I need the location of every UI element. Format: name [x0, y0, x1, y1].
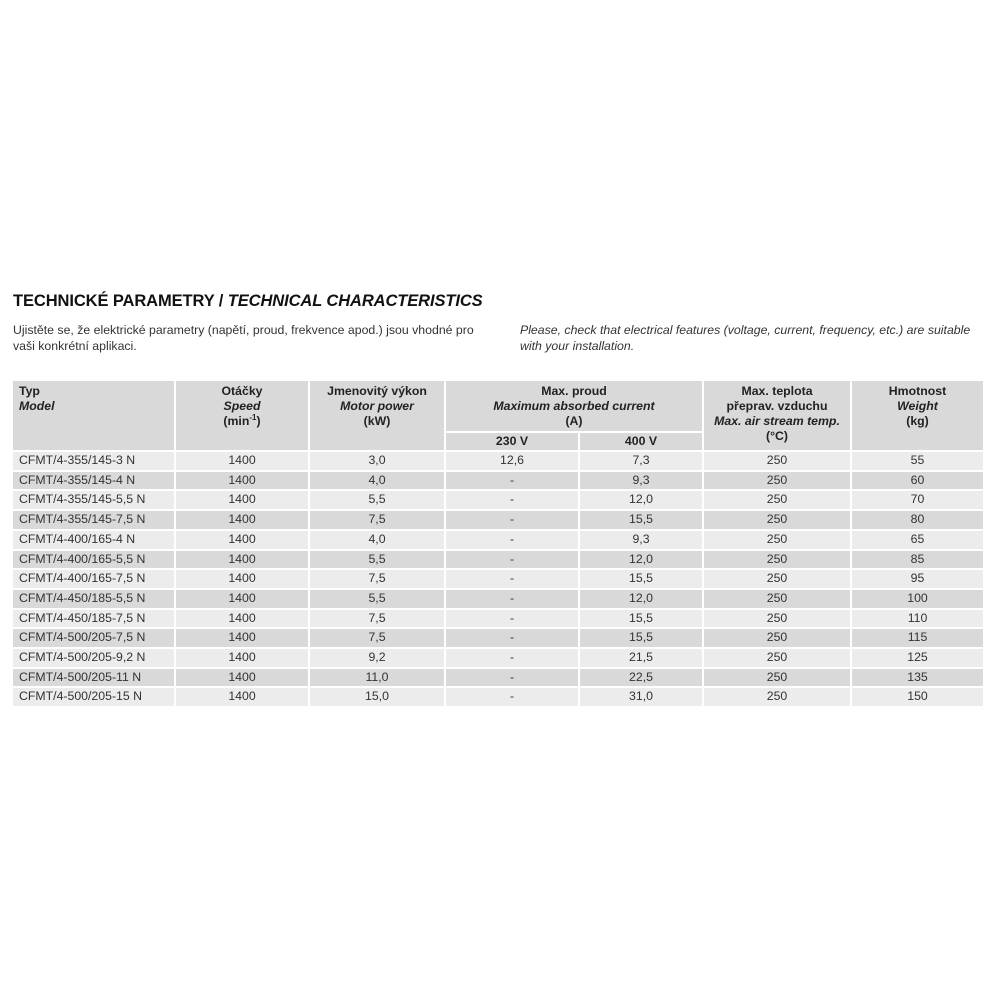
cell-current-230v: -	[446, 629, 578, 647]
cell-weight: 125	[852, 649, 983, 667]
header-weight-en: Weight	[897, 399, 938, 413]
cell-current-230v: -	[446, 669, 578, 687]
header-power-unit: (kW)	[363, 414, 391, 428]
cell-current-400v: 15,5	[580, 610, 702, 628]
cell-current-230v: 12,6	[446, 452, 578, 470]
header-speed-cz: Otáčky	[221, 384, 263, 398]
cell-current-400v: 22,5	[580, 669, 702, 687]
cell-model: CFMT/4-400/165-7,5 N	[13, 570, 174, 588]
cell-current-400v: 15,5	[580, 511, 702, 529]
cell-speed: 1400	[176, 570, 308, 588]
technical-characteristics-table	[11, 379, 985, 708]
cell-current-230v: -	[446, 511, 578, 529]
cell-speed: 1400	[176, 649, 308, 667]
cell-weight: 100	[852, 590, 983, 608]
cell-weight: 65	[852, 531, 983, 549]
table-row	[13, 511, 983, 529]
cell-power: 3,0	[310, 452, 444, 470]
cell-weight: 60	[852, 472, 983, 490]
cell-power: 7,5	[310, 610, 444, 628]
cell-speed: 1400	[176, 669, 308, 687]
cell-temp: 250	[704, 688, 850, 706]
cell-current-400v: 12,0	[580, 551, 702, 569]
table-row	[13, 629, 983, 647]
header-230v: 230 V	[446, 433, 578, 450]
cell-power: 5,5	[310, 551, 444, 569]
header-400v: 400 V	[580, 433, 702, 450]
cell-weight: 85	[852, 551, 983, 569]
unit-sup: -1	[249, 412, 257, 422]
header-power	[310, 381, 444, 450]
cell-current-230v: -	[446, 590, 578, 608]
title-english: TECHNICAL CHARACTERISTICS	[227, 292, 483, 310]
cell-current-230v: -	[446, 551, 578, 569]
table-row	[13, 491, 983, 509]
cell-speed: 1400	[176, 551, 308, 569]
cell-temp: 250	[704, 491, 850, 509]
cell-model: CFMT/4-400/165-5,5 N	[13, 551, 174, 569]
cell-power: 9,2	[310, 649, 444, 667]
cell-speed: 1400	[176, 531, 308, 549]
cell-model: CFMT/4-500/205-7,5 N	[13, 629, 174, 647]
unit-post: )	[256, 414, 261, 428]
cell-model: CFMT/4-500/205-15 N	[13, 688, 174, 706]
cell-model: CFMT/4-500/205-11 N	[13, 669, 174, 687]
cell-speed: 1400	[176, 511, 308, 529]
cell-temp: 250	[704, 590, 850, 608]
cell-current-230v: -	[446, 491, 578, 509]
cell-speed: 1400	[176, 688, 308, 706]
cell-current-400v: 15,5	[580, 629, 702, 647]
cell-speed: 1400	[176, 629, 308, 647]
cell-current-400v: 12,0	[580, 590, 702, 608]
header-temp-cz2: přeprav. vzduchu	[726, 399, 828, 413]
header-current-en: Maximum absorbed current	[493, 399, 655, 413]
cell-current-400v: 12,0	[580, 491, 702, 509]
cell-current-400v: 21,5	[580, 649, 702, 667]
cell-temp: 250	[704, 531, 850, 549]
cell-temp: 250	[704, 570, 850, 588]
cell-power: 11,0	[310, 669, 444, 687]
cell-speed: 1400	[176, 590, 308, 608]
cell-speed: 1400	[176, 491, 308, 509]
cell-power: 5,5	[310, 590, 444, 608]
cell-current-230v: -	[446, 649, 578, 667]
cell-weight: 110	[852, 610, 983, 628]
cell-power: 7,5	[310, 570, 444, 588]
table-row	[13, 452, 983, 470]
cell-temp: 250	[704, 610, 850, 628]
header-power-cz: Jmenovitý výkon	[327, 384, 427, 398]
header-current	[446, 381, 702, 431]
cell-current-230v: -	[446, 610, 578, 628]
cell-temp: 250	[704, 551, 850, 569]
table-row	[13, 669, 983, 687]
intro-english: Please, check that electrical features (voltage, current, frequency, etc.) are suitable with your installation.	[520, 323, 971, 353]
cell-current-230v: -	[446, 531, 578, 549]
table-body	[13, 452, 983, 706]
cell-model: CFMT/4-400/165-4 N	[13, 531, 174, 549]
cell-current-400v: 7,3	[580, 452, 702, 470]
header-speed	[176, 381, 308, 450]
cell-current-400v: 9,3	[580, 531, 702, 549]
cell-speed: 1400	[176, 472, 308, 490]
unit-pre: (min	[223, 414, 250, 428]
cell-temp: 250	[704, 649, 850, 667]
header-power-en: Motor power	[340, 399, 414, 413]
cell-weight: 150	[852, 688, 983, 706]
header-temp	[704, 381, 850, 450]
table-row	[13, 531, 983, 549]
table-row	[13, 551, 983, 569]
header-model-en: Model	[19, 399, 55, 413]
cell-model: CFMT/4-355/145-5,5 N	[13, 491, 174, 509]
cell-current-230v: -	[446, 472, 578, 490]
cell-current-230v: -	[446, 570, 578, 588]
table-row	[13, 570, 983, 588]
header-speed-en: Speed	[223, 399, 261, 413]
cell-current-400v: 9,3	[580, 472, 702, 490]
cell-temp: 250	[704, 669, 850, 687]
cell-model: CFMT/4-450/185-5,5 N	[13, 590, 174, 608]
cell-current-400v: 31,0	[580, 688, 702, 706]
header-model-cz: Typ	[19, 384, 40, 398]
cell-temp: 250	[704, 472, 850, 490]
page-title	[13, 292, 483, 311]
cell-weight: 70	[852, 491, 983, 509]
cell-power: 7,5	[310, 511, 444, 529]
cell-speed: 1400	[176, 610, 308, 628]
cell-power: 4,0	[310, 531, 444, 549]
cell-power: 7,5	[310, 629, 444, 647]
header-current-cz: Max. proud	[541, 384, 607, 398]
table-row	[13, 688, 983, 706]
cell-weight: 115	[852, 629, 983, 647]
header-speed-unit	[180, 414, 304, 429]
cell-weight: 55	[852, 452, 983, 470]
cell-model: CFMT/4-500/205-9,2 N	[13, 649, 174, 667]
header-temp-unit: (°C)	[766, 429, 788, 443]
cell-weight: 95	[852, 570, 983, 588]
cell-speed: 1400	[176, 452, 308, 470]
cell-weight: 135	[852, 669, 983, 687]
table-row	[13, 649, 983, 667]
cell-model: CFMT/4-450/185-7,5 N	[13, 610, 174, 628]
header-model	[13, 381, 174, 450]
header-weight-cz: Hmotnost	[888, 384, 947, 398]
cell-power: 4,0	[310, 472, 444, 490]
cell-model: CFMT/4-355/145-4 N	[13, 472, 174, 490]
cell-temp: 250	[704, 629, 850, 647]
table-row	[13, 590, 983, 608]
header-temp-cz: Max. teplota	[741, 384, 813, 398]
table-row	[13, 610, 983, 628]
cell-model: CFMT/4-355/145-3 N	[13, 452, 174, 470]
table-row	[13, 472, 983, 490]
cell-power: 5,5	[310, 491, 444, 509]
cell-temp: 250	[704, 511, 850, 529]
cell-current-400v: 15,5	[580, 570, 702, 588]
title-czech: TECHNICKÉ PARAMETRY /	[13, 292, 228, 310]
header-weight-unit: (kg)	[906, 414, 929, 428]
cell-model: CFMT/4-355/145-7,5 N	[13, 511, 174, 529]
header-current-unit: (A)	[565, 414, 583, 428]
cell-power: 15,0	[310, 688, 444, 706]
cell-weight: 80	[852, 511, 983, 529]
cell-current-230v: -	[446, 688, 578, 706]
header-weight	[852, 381, 983, 450]
header-row	[13, 381, 983, 431]
header-temp-en: Max. air stream temp.	[714, 414, 840, 428]
cell-temp: 250	[704, 452, 850, 470]
intro-czech: Ujistěte se, že elektrické parametry (napětí, proud, frekvence apod.) jsou vhodné pro vaši konkrétní aplikaci.	[13, 323, 474, 353]
